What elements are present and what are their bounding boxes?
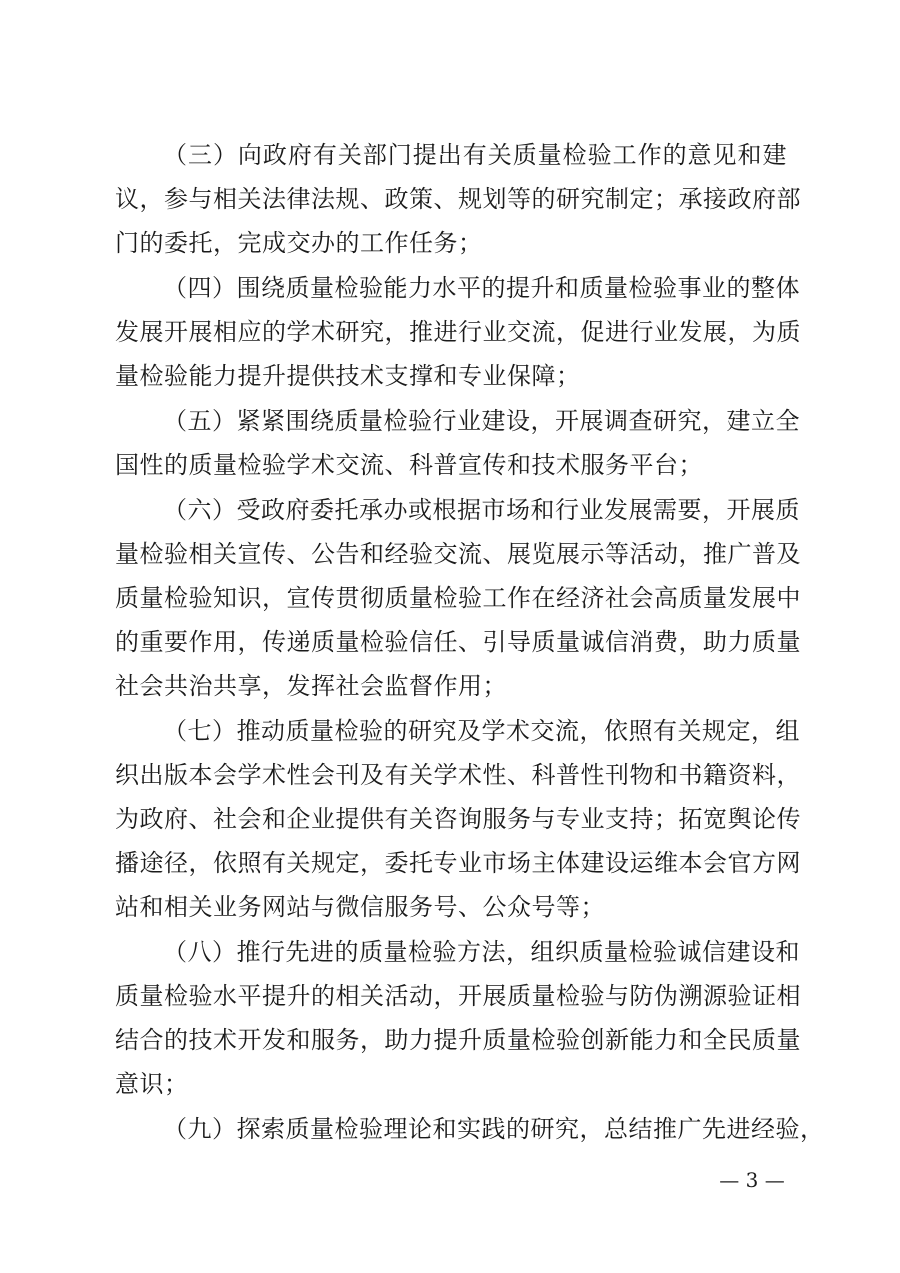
paragraph-item-8-line-3: 结合的技术开发和服务，助力提升质量检验创新能力和全民质量 [115,1026,801,1054]
paragraph-item-5-line-2: 国性的质量检验学术交流、科普宣传和技术服务平台； [115,451,703,479]
paragraph-item-9-line-1: （九）探索质量检验理论和实践的研究，总结推广先进经验， [163,1115,825,1143]
paragraph-item-7-line-2: 织出版本会学术性会刊及有关学术性、科普性刊物和书籍资料， [115,761,801,789]
paragraph-item-7-line-4: 播途径，依照有关规定，委托专业市场主体建设运维本会官方网 [115,849,801,877]
paragraph-item-6-line-2: 量检验相关宣传、公告和经验交流、展览展示等活动，推广普及 [115,540,801,568]
paragraph-item-6-line-1: （六）受政府委托承办或根据市场和行业发展需要，开展质 [163,496,800,524]
paragraph-item-7-line-3: 为政府、社会和企业提供有关咨询服务与专业支持；拓宽舆论传 [115,805,801,833]
paragraph-item-8-line-4: 意识； [115,1070,189,1098]
paragraph-item-3-line-3: 门的委托，完成交办的工作任务； [115,229,483,257]
paragraph-item-6-line-5: 社会共治共享，发挥社会监督作用； [115,672,507,700]
paragraph-item-7-line-1: （七）推动质量检验的研究及学术交流，依照有关规定，组 [163,717,800,745]
paragraph-item-3-line-1: （三）向政府有关部门提出有关质量检验工作的意见和建 [163,141,787,169]
paragraph-item-6-line-3: 质量检验知识，宣传贯彻质量检验工作在经济社会高质量发展中 [115,584,801,612]
paragraph-item-5-line-1: （五）紧紧围绕质量检验行业建设，开展调查研究，建立全 [163,407,800,435]
paragraph-item-8-line-1: （八）推行先进的质量检验方法，组织质量检验诚信建设和 [163,938,800,966]
page-number: — 3 — [719,1168,785,1192]
paragraph-item-4-line-2: 发展开展相应的学术研究，推进行业交流，促进行业发展，为质 [115,318,801,346]
paragraph-item-7-line-5: 站和相关业务网站与微信服务号、公众号等； [115,893,605,921]
paragraph-item-3-line-2: 议，参与相关法律法规、政策、规划等的研究制定；承接政府部 [115,185,801,213]
paragraph-item-6-line-4: 的重要作用，传递质量检验信任、引导质量诚信消费，助力质量 [115,628,801,656]
paragraph-item-4-line-3: 量检验能力提升提供技术支撑和专业保障； [115,362,581,390]
paragraph-item-8-line-2: 质量检验水平提升的相关活动，开展质量检验与防伪溯源验证相 [115,982,801,1010]
paragraph-item-4-line-1: （四）围绕质量检验能力水平的提升和质量检验事业的整体 [163,274,800,302]
